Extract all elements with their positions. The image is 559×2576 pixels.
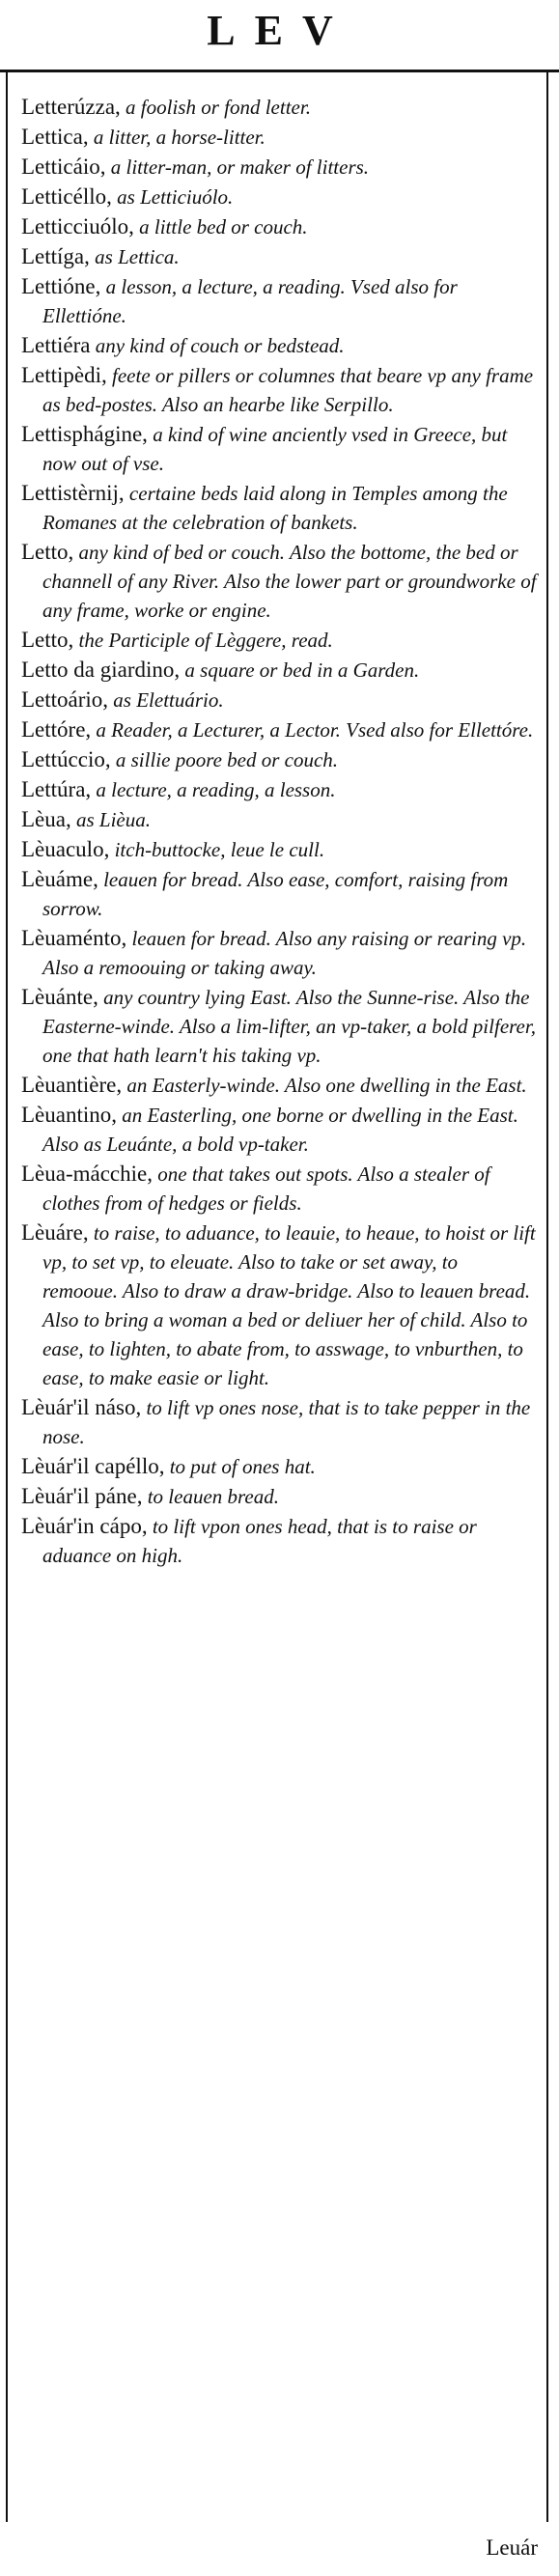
dictionary-entry (21, 775, 537, 804)
entry-headword: Lettistèrnij, (21, 481, 125, 505)
entry-headword: Lèuár'in cápo, (21, 1514, 148, 1538)
dictionary-entry (21, 1071, 537, 1100)
dictionary-entry (21, 242, 537, 271)
entry-definition: any country lying East. Also the Sunne-rise. Also the Easterne-winde. Also a lim-lifter, an vp-taker, a bold pilferer, one that hath learn't his taking vp. (42, 986, 536, 1067)
entry-headword: Lèuár'il páne, (21, 1484, 143, 1508)
entry-definition: a lesson, a lecture, a reading. Vsed also for Ellettióne. (42, 275, 458, 327)
entry-headword: Letticáio, (21, 154, 106, 179)
entry-headword: Lèuantière, (21, 1073, 123, 1097)
entry-definition: a square or bed in a Garden. (180, 658, 420, 682)
dictionary-entry (21, 1482, 537, 1511)
dictionary-entry (21, 182, 537, 211)
entry-definition: as Letticiuólo. (111, 185, 234, 209)
dictionary-entry (21, 1512, 537, 1570)
entry-definition: a sillie poore bed or couch. (110, 748, 339, 771)
dictionary-entry (21, 272, 537, 330)
entry-definition: to lift vp ones nose, that is to take pepper in the nose. (42, 1396, 531, 1448)
dictionary-entry (21, 835, 537, 864)
dictionary-entry (21, 686, 537, 714)
entry-definition: leauen for bread. Also ease, comfort, raising from sorrow. (42, 868, 509, 920)
entry-headword: Letto, (21, 628, 74, 652)
entry-headword: Lèuáre, (21, 1220, 89, 1245)
dictionary-entry (21, 656, 537, 685)
entry-headword: Lèuár'il náso, (21, 1395, 142, 1419)
entry-definition: one that takes out spots. Also a stealer of clothes from of hedges or fields. (42, 1162, 490, 1215)
entry-definition: a litter-man, or maker of litters. (105, 155, 370, 179)
page-header-title: LEV (207, 7, 352, 54)
entry-headword: Letticciuólo, (21, 214, 134, 238)
entry-headword: Letto, (21, 540, 74, 564)
dictionary-entry (21, 123, 537, 152)
dictionary-entry (21, 1218, 537, 1392)
dictionary-entry (21, 1452, 537, 1481)
entry-headword: Lettoário, (21, 687, 109, 712)
entry-headword: Lettóre, (21, 717, 92, 742)
dictionary-entry (21, 626, 537, 655)
entry-headword: Lèuaménto, (21, 926, 127, 950)
entry-definition: feete or pillers or columnes that beare vp any frame as bed-postes. Also an hearbe like Serpillo. (42, 364, 534, 416)
entry-definition: itch-buttocke, leue le cull. (109, 838, 325, 861)
entry-definition: a kind of wine anciently vsed in Greece, but now out of vse. (42, 423, 508, 475)
entry-headword: Lèuánte, (21, 985, 98, 1009)
entry-headword: Lèuaculo, (21, 837, 110, 861)
entry-headword: Lèuáme, (21, 867, 98, 891)
entry-headword: Lèuantino, (21, 1103, 117, 1127)
entry-definition: an Easterly-winde. Also one dwelling in the East. (122, 1074, 527, 1097)
entry-definition: to leauen bread. (142, 1485, 279, 1508)
entry-definition: any kind of couch or bedstead. (90, 334, 345, 357)
dictionary-entry (21, 361, 537, 419)
entry-headword: Letticéllo, (21, 184, 112, 209)
entry-headword: Lettisphágine, (21, 422, 148, 446)
top-rule (0, 70, 559, 72)
entry-headword: Lettióne, (21, 274, 101, 298)
dictionary-entry (21, 745, 537, 774)
entry-headword: Lettúra, (21, 777, 92, 801)
dictionary-entry (21, 212, 537, 241)
dictionary-entry (21, 715, 537, 744)
page-header (0, 0, 559, 68)
entry-definition: a foolish or fond letter. (120, 96, 311, 119)
left-column-rule (6, 70, 8, 2522)
entry-definition: as Lettica. (89, 245, 180, 268)
entry-definition: as Lièua. (70, 808, 151, 831)
dictionary-entry (21, 1160, 537, 1218)
entry-headword: Letterúzza, (21, 95, 121, 119)
entry-definition: an Easterling, one borne or dwelling in the East. Also as Leuánte, a bold vp-taker. (42, 1104, 518, 1156)
dictionary-entry (21, 983, 537, 1070)
catchword: Leuár (486, 2535, 538, 2560)
dictionary-entry (21, 538, 537, 625)
dictionary-entry (21, 865, 537, 923)
entry-definition: a Reader, a Lecturer, a Lector. Vsed also for Ellettóre. (91, 718, 534, 742)
entry-definition: a litter, a horse-litter. (88, 126, 266, 149)
dictionary-entry (21, 1101, 537, 1159)
dictionary-entry (21, 479, 537, 537)
entry-definition: certaine beds laid along in Temples among the Romanes at the celebration of bankets. (42, 482, 508, 534)
dictionary-entry (21, 331, 537, 360)
dictionary-entry (21, 153, 537, 182)
entry-definition: the Participle of Lèggere, read. (73, 629, 333, 652)
entry-headword: Lettipèdi, (21, 363, 107, 387)
entry-definition: to put of ones hat. (164, 1455, 316, 1478)
entry-headword: Lèua, (21, 807, 71, 831)
dictionary-column (21, 93, 537, 1571)
entry-definition: to lift vpon ones head, that is to raise or aduance on high. (42, 1515, 477, 1567)
entry-definition: a little bed or couch. (133, 215, 308, 238)
entry-definition: any kind of bed or couch. Also the bottome, the bed or channell of any River. Also the lower part or groundworke of any frame, worke or engine. (42, 541, 537, 622)
entry-headword: Letto da giardino, (21, 658, 181, 682)
entry-headword: Lettíga, (21, 244, 90, 268)
entry-headword: Lettúccio, (21, 747, 111, 771)
entry-headword: Lèuár'il capéllo, (21, 1454, 165, 1478)
entry-definition: leauen for bread. Also any raising or rearing vp. Also a remoouing or taking away. (42, 927, 527, 979)
entry-definition: to raise, to aduance, to leauie, to heaue, to hoist or lift vp, to set vp, to eleuate. Also to take or set away, to remooue. Also to draw a draw-bridge. Also to leauen bread. Also to bring a woman a bed or deliuer her of child. Also to ease, to lighten, to abate from, to asswage, to vnburthen, to ease, to make easie or light. (42, 1221, 536, 1389)
dictionary-entry (21, 1393, 537, 1451)
dictionary-entry (21, 924, 537, 982)
entry-headword: Lèua-mácchie, (21, 1162, 153, 1186)
dictionary-entry (21, 420, 537, 478)
entry-headword: Lettica, (21, 125, 89, 149)
dictionary-entry (21, 805, 537, 834)
right-column-rule (546, 70, 548, 2522)
entry-headword: Lettiéra (21, 333, 91, 357)
entry-definition: a lecture, a reading, a lesson. (91, 778, 336, 801)
dictionary-entry (21, 93, 537, 122)
entry-definition: as Elettuário. (108, 688, 224, 712)
